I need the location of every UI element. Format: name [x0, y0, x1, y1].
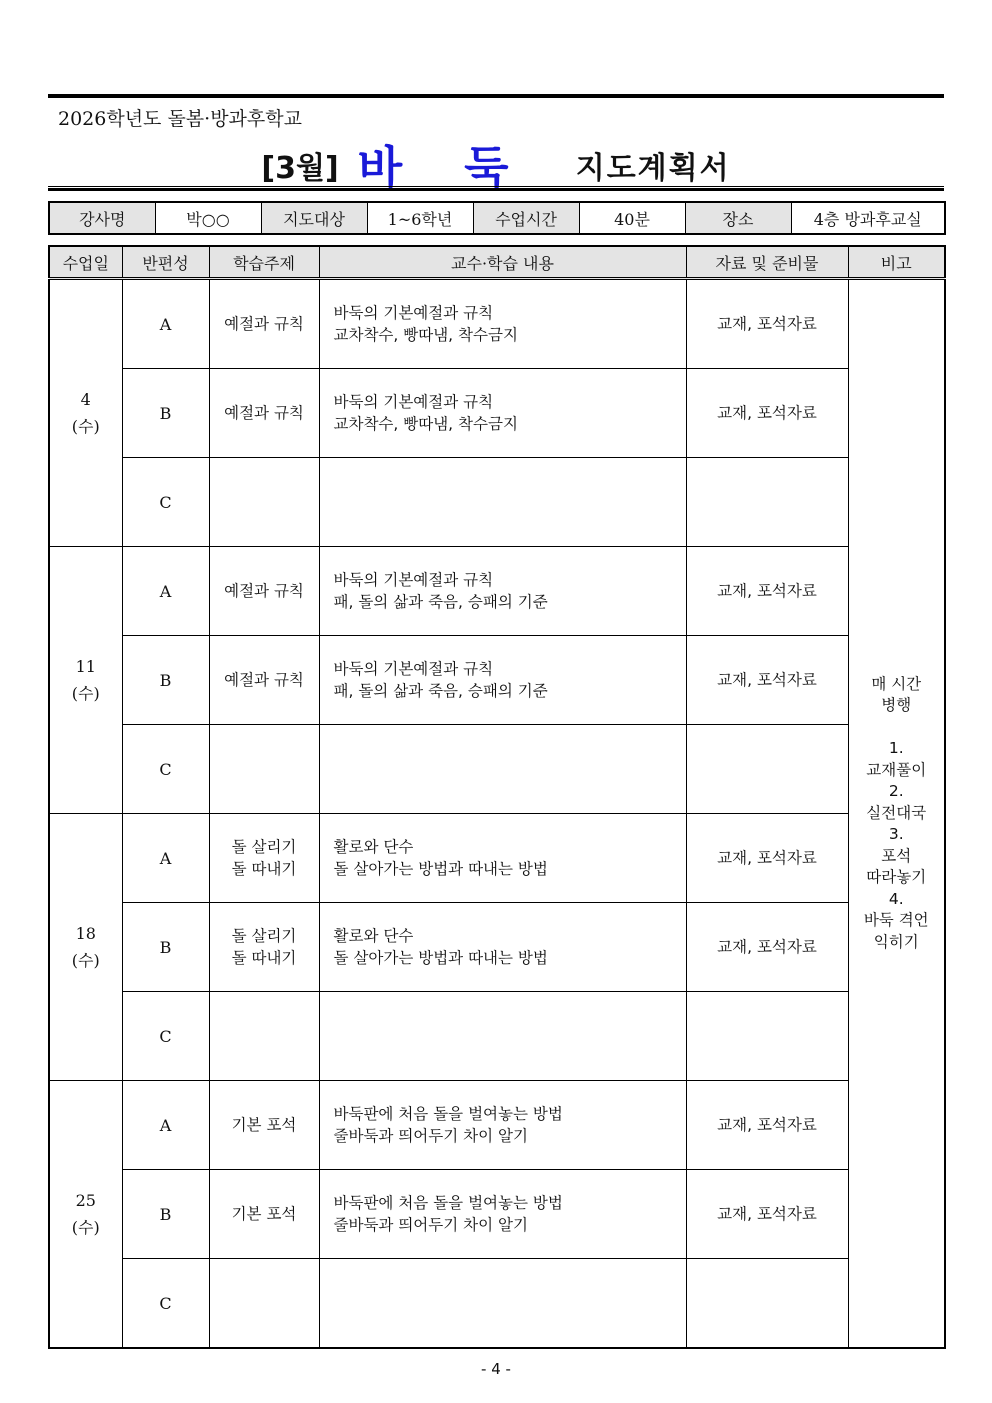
lesson-date-day: 18	[75, 924, 96, 943]
table-row	[49, 992, 945, 1081]
info-table	[48, 201, 946, 235]
materials-cell	[686, 458, 848, 547]
table-row	[49, 636, 945, 725]
materials-cell: 교재, 포석자료	[686, 279, 848, 369]
note-line	[849, 717, 945, 739]
header-date: 수업일	[49, 246, 122, 279]
group-cell: B	[122, 636, 209, 725]
content-line: 바둑의 기본예절과 규칙	[333, 571, 494, 589]
note-cell	[848, 279, 945, 1349]
content-cell	[319, 636, 686, 725]
content-line: 바둑의 기본예절과 규칙	[333, 304, 494, 322]
content-line: 바둑의 기본예절과 규칙	[333, 393, 494, 411]
topic-line: 예절과 규칙	[224, 404, 304, 422]
note-line: 4.	[888, 889, 904, 908]
target-label: 지도대상	[261, 202, 367, 234]
materials-cell: 교재, 포석자료	[686, 636, 848, 725]
group-cell: A	[122, 547, 209, 636]
content-cell	[319, 1259, 686, 1349]
content-line: 돌 살아가는 방법과 따내는 방법	[333, 860, 548, 878]
content-cell	[319, 725, 686, 814]
content-line: 바둑의 기본예절과 규칙	[333, 660, 494, 678]
page-number: - 4 -	[481, 1360, 511, 1378]
table-row	[49, 1170, 945, 1259]
content-cell	[319, 369, 686, 458]
target-value: 1~6학년	[367, 202, 473, 234]
topic-cell	[209, 458, 319, 547]
topic-cell	[209, 547, 319, 636]
content-cell	[319, 814, 686, 903]
group-cell: C	[122, 725, 209, 814]
instructor-label: 강사명	[49, 202, 155, 234]
duration-value: 40분	[579, 202, 685, 234]
table-row	[49, 903, 945, 992]
topic-cell	[209, 725, 319, 814]
group-cell: C	[122, 458, 209, 547]
note-line: 1.	[888, 739, 904, 758]
table-row	[49, 279, 945, 369]
lesson-date-day: 4	[80, 390, 91, 409]
header-bottom-rule	[48, 186, 944, 191]
lesson-date-weekday: (수)	[71, 684, 100, 703]
topic-line: 예절과 규칙	[224, 315, 304, 333]
header-top-rule	[48, 94, 944, 98]
topic-cell	[209, 992, 319, 1081]
content-line: 바둑판에 처음 돌을 벌여놓는 방법	[333, 1194, 563, 1212]
lesson-date	[49, 279, 122, 547]
topic-cell	[209, 814, 319, 903]
header-topic: 학습주제	[209, 246, 319, 279]
content-line: 패, 돌의 삶과 죽음, 승패의 기준	[333, 682, 548, 700]
instructor-value: 박○○	[155, 202, 261, 234]
table-row	[49, 369, 945, 458]
lesson-date-weekday: (수)	[71, 1218, 100, 1237]
table-row	[49, 1081, 945, 1170]
topic-line: 예절과 규칙	[224, 671, 304, 689]
topic-cell	[209, 636, 319, 725]
lesson-plan-table	[48, 245, 946, 1349]
content-line: 활로와 단수	[333, 927, 414, 945]
topic-cell	[209, 1259, 319, 1349]
lesson-date	[49, 547, 122, 814]
topic-line: 기본 포석	[231, 1116, 297, 1134]
note-line: 포석	[881, 846, 912, 865]
content-line: 줄바둑과 띄어두기 차이 알기	[333, 1216, 528, 1234]
table-row	[49, 1259, 945, 1349]
header-content: 교수·학습 내용	[319, 246, 686, 279]
group-cell: A	[122, 279, 209, 369]
content-cell	[319, 279, 686, 369]
duration-label: 수업시간	[473, 202, 579, 234]
document-subtitle: 2026학년도 돌봄·방과후학교	[58, 108, 302, 130]
place-label: 장소	[685, 202, 791, 234]
group-cell: A	[122, 814, 209, 903]
topic-line: 돌 따내기	[231, 949, 297, 967]
note-line: 실전대국	[866, 803, 927, 822]
content-line: 돌 살아가는 방법과 따내는 방법	[333, 949, 548, 967]
header-materials: 자료 및 준비물	[686, 246, 848, 279]
content-line: 바둑판에 처음 돌을 벌여놓는 방법	[333, 1105, 563, 1123]
place-value: 4층 방과후교실	[791, 202, 945, 234]
materials-cell: 교재, 포석자료	[686, 814, 848, 903]
content-cell	[319, 1081, 686, 1170]
note-line: 따라놓기	[866, 868, 927, 887]
materials-cell: 교재, 포석자료	[686, 1081, 848, 1170]
lesson-date	[49, 1081, 122, 1349]
lesson-date-day: 25	[75, 1191, 96, 1210]
group-cell: C	[122, 1259, 209, 1349]
content-line: 교차착수, 빵따냄, 착수금지	[333, 415, 518, 433]
topic-line: 돌 살리기	[231, 838, 297, 856]
group-cell: B	[122, 369, 209, 458]
group-cell: A	[122, 1081, 209, 1170]
materials-cell	[686, 992, 848, 1081]
lesson-date	[49, 814, 122, 1081]
content-line: 패, 돌의 삶과 죽음, 승패의 기준	[333, 593, 548, 611]
content-cell	[319, 458, 686, 547]
topic-cell	[209, 1081, 319, 1170]
group-cell: B	[122, 1170, 209, 1259]
lesson-date-weekday: (수)	[71, 951, 100, 970]
topic-line: 돌 살리기	[231, 927, 297, 945]
note-line: 교재풀이	[866, 760, 927, 779]
title-document-type: 지도계획서	[575, 151, 731, 186]
group-cell: C	[122, 992, 209, 1081]
topic-line: 기본 포석	[231, 1205, 297, 1223]
materials-cell: 교재, 포석자료	[686, 547, 848, 636]
table-row	[49, 814, 945, 903]
note-line: 매 시간	[871, 674, 922, 693]
materials-cell: 교재, 포석자료	[686, 1170, 848, 1259]
content-cell	[319, 992, 686, 1081]
table-row	[49, 547, 945, 636]
note-line: 병행	[881, 696, 912, 715]
header-group: 반편성	[122, 246, 209, 279]
content-line: 활로와 단수	[333, 838, 414, 856]
title-subject: 바둑	[357, 141, 571, 195]
content-line: 줄바둑과 띄어두기 차이 알기	[333, 1127, 528, 1145]
header-note: 비고	[848, 246, 945, 279]
content-line: 교차착수, 빵따냄, 착수금지	[333, 326, 518, 344]
materials-cell: 교재, 포석자료	[686, 903, 848, 992]
topic-cell	[209, 903, 319, 992]
topic-cell	[209, 279, 319, 369]
lesson-date-weekday: (수)	[71, 417, 100, 436]
table-row	[49, 458, 945, 547]
topic-cell	[209, 369, 319, 458]
topic-line: 돌 따내기	[231, 860, 297, 878]
materials-cell	[686, 1259, 848, 1349]
content-cell	[319, 547, 686, 636]
table-header-row	[49, 246, 945, 279]
topic-line: 예절과 규칙	[224, 582, 304, 600]
table-row	[49, 725, 945, 814]
note-line: 바둑 격언	[863, 911, 929, 930]
content-cell	[319, 1170, 686, 1259]
title-month: [3월]	[261, 151, 339, 186]
note-line: 익히기	[873, 932, 919, 951]
note-line: 3.	[888, 825, 904, 844]
content-cell	[319, 903, 686, 992]
materials-cell	[686, 725, 848, 814]
group-cell: B	[122, 903, 209, 992]
topic-cell	[209, 1170, 319, 1259]
materials-cell: 교재, 포석자료	[686, 369, 848, 458]
note-line: 2.	[888, 782, 904, 801]
lesson-date-day: 11	[75, 657, 96, 676]
